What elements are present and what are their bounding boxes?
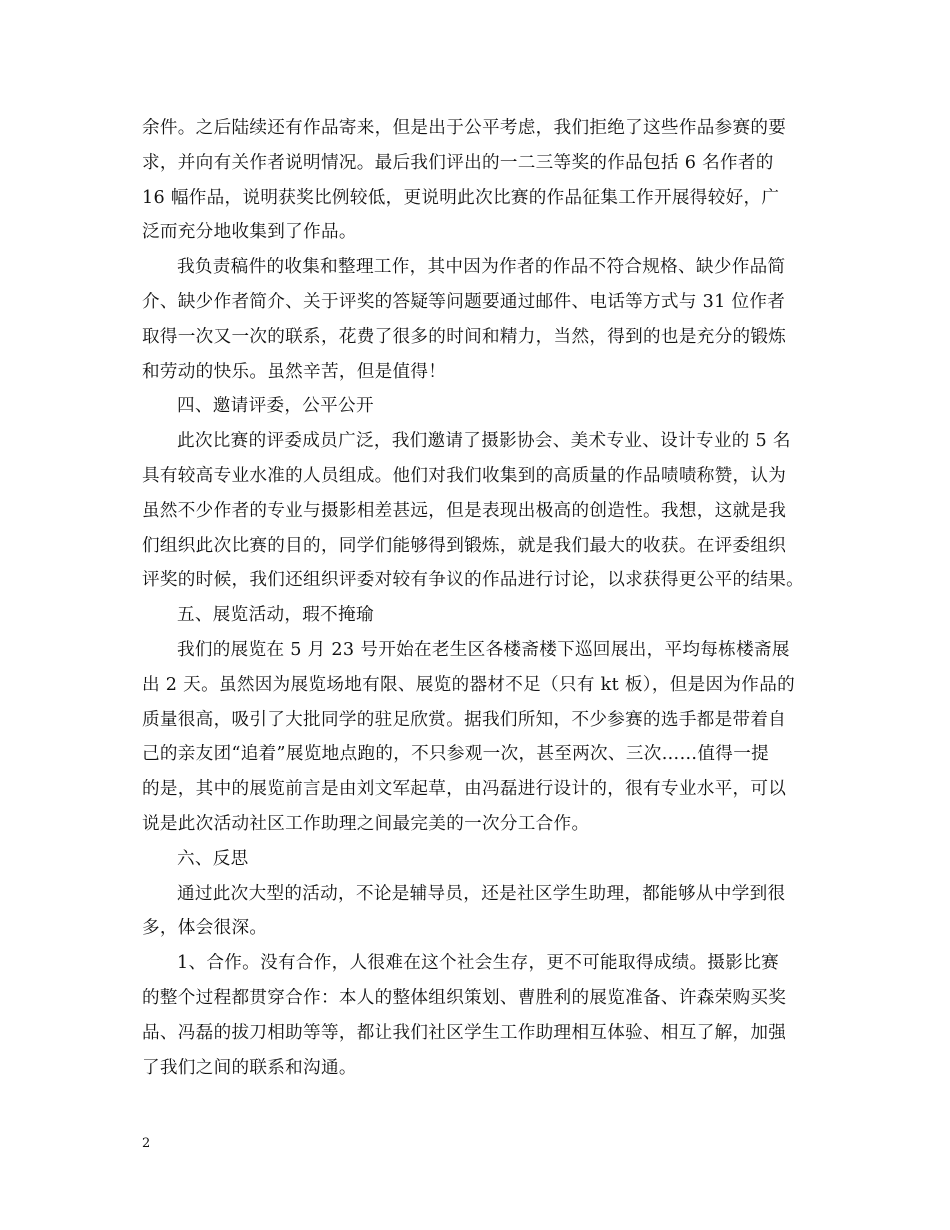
body-line: 16 幅作品，说明获奖比例较低，更说明此次比赛的作品征集工作开展得较好，广 [142, 187, 780, 208]
body-line: 泛而充分地收集到了作品。 [142, 222, 357, 243]
paragraph-first-line: 此次比赛的评委成员广泛，我们邀请了摄影协会、美术专业、设计专业的 5 名 [177, 431, 791, 452]
page-number: 2 [142, 1136, 151, 1151]
body-line: 虽然不少作者的专业与摄影相差甚远，但是表现出极高的创造性。我想，这就是我 [142, 500, 787, 521]
body-line: 和劳动的快乐。虽然辛苦，但是值得！ [142, 361, 447, 382]
body-line: 求，并向有关作者说明情况。最后我们评出的一二三等奖的作品包括 6 名作者的 [142, 152, 774, 173]
body-line: 评奖的时候，我们还组织评委对较有争议的作品进行讨论，以求获得更公平的结果。 [142, 570, 805, 591]
body-line: 的整个过程都贯穿合作：本人的整体组织策划、曹胜利的展览准备、许森荣购买奖 [142, 987, 787, 1008]
body-line: 质量很高，吸引了大批同学的驻足欣赏。据我们所知，不少参赛的选手都是带着自 [142, 709, 787, 730]
body-line: 余件。之后陆续还有作品寄来，但是出于公平考虑，我们拒绝了这些作品参赛的要 [142, 118, 787, 138]
body-line: 多，体会很深。 [142, 918, 268, 939]
paragraph-first-line: 我们的展览在 5 月 23 号开始在老生区各楼斋楼下巡回展出，平均每栋楼斋展 [177, 639, 790, 660]
body-line: 们组织此次比赛的目的，同学们能够得到锻炼，就是我们最大的收获。在评委组织 [142, 535, 787, 556]
document-body [142, 111, 822, 1085]
body-line: 说是此次活动社区工作助理之间最完美的一次分工合作。 [142, 813, 590, 834]
body-line: 取得一次又一次的联系，花费了很多的时间和精力，当然，得到的也是充分的锻炼 [142, 326, 787, 347]
section-heading: 五、展览活动，瑕不掩瑜 [177, 605, 374, 626]
section-heading: 四、邀请评委，公平公开 [177, 396, 374, 417]
paragraph-first-line: 1、合作。没有合作，人很难在这个社会生存，更不可能取得成绩。摄影比赛 [177, 953, 779, 974]
body-line: 介、缺少作者简介、关于评奖的答疑等问题要通过邮件、电话等方式与 31 位作者 [142, 291, 786, 312]
body-line: 出 2 天。虽然因为展览场地有限、展览的器材不足（只有 kt 板），但是因为作品的 [142, 674, 795, 695]
paragraph-first-line: 我负责稿件的收集和整理工作，其中因为作者的作品不符合规格、缺少作品简 [177, 257, 786, 278]
section-heading: 六、反思 [177, 848, 249, 869]
body-line: 的是，其中的展览前言是由刘文军起草，由冯磊进行设计的，很有专业水平，可以 [142, 779, 787, 800]
body-line: 己的亲友团“追着”展览地点跑的，不只参观一次，甚至两次、三次……值得一提 [142, 744, 769, 765]
body-line: 了我们之间的联系和沟通。 [142, 1057, 357, 1078]
body-line: 品、冯磊的拔刀相助等等，都让我们社区学生工作助理相互体验、相互了解，加强 [142, 1022, 787, 1043]
body-line: 具有较高专业水准的人员组成。他们对我们收集到的高质量的作品啧啧称赞，认为 [142, 465, 787, 486]
paragraph-first-line: 通过此次大型的活动，不论是辅导员，还是社区学生助理，都能够从中学到很 [177, 883, 786, 904]
